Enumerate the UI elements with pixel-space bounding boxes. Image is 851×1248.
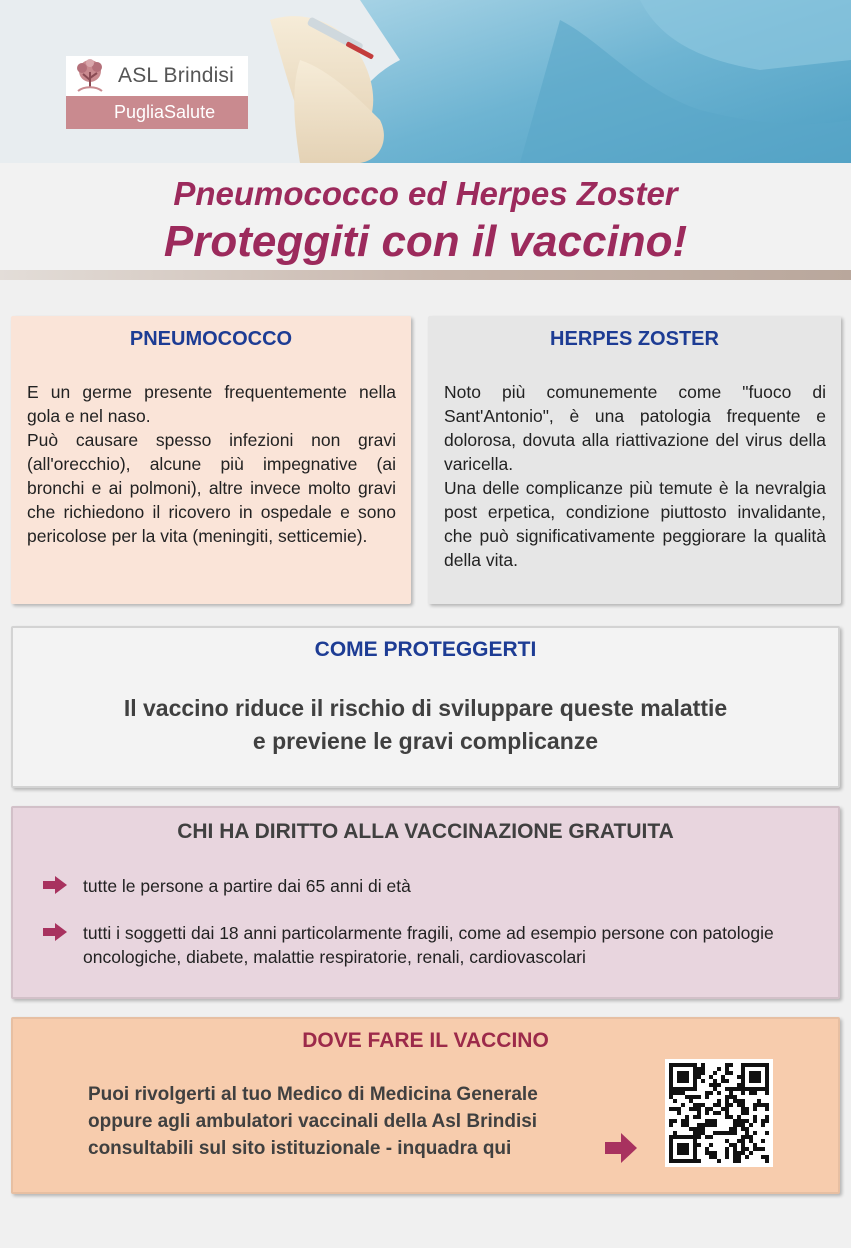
come-line-2: e previene le gravi complicanze xyxy=(252,728,599,754)
dove-title: DOVE FARE IL VACCINO xyxy=(302,1029,549,1052)
right-arrow-icon xyxy=(605,1133,637,1163)
chi-item-text: tutte le persone a partire dai 65 anni di età xyxy=(83,876,411,896)
herpes-title: HERPES ZOSTER xyxy=(550,328,719,350)
right-arrow-icon xyxy=(43,876,67,894)
page-title: Proteggiti con il vaccino! xyxy=(163,217,688,266)
list-item xyxy=(43,921,818,969)
logo-subname: PugliaSalute xyxy=(66,96,248,129)
come-text xyxy=(13,692,838,758)
right-arrow-icon xyxy=(43,923,67,941)
list-item xyxy=(43,874,818,898)
come-line-1: Il vaccino riduce il rischio di sviluppare queste malattie xyxy=(123,695,728,721)
dove-line-1: Puoi rivolgerti al tuo Medico di Medicina Generale xyxy=(88,1084,538,1105)
tree-logo-icon xyxy=(70,58,110,94)
divider xyxy=(0,270,851,280)
dove-line-3: consultabili sul sito istituzionale - inquadra qui xyxy=(88,1138,512,1159)
qr-code-icon[interactable] xyxy=(665,1059,773,1167)
come-title: COME PROTEGGERTI xyxy=(314,638,537,661)
pneumococco-text: E un germe presente frequentemente nella gola e nel naso. Può causare spesso infezioni non gravi (all'orecchio), alcune più impegnative (ai bronchi e ai polmoni), altre invece molto gravi che richiedono il ricovero in ospedale e sono pericolose per la vita (meningiti, setticemie). xyxy=(27,382,396,546)
asl-logo xyxy=(66,56,248,129)
chi-box xyxy=(11,806,840,999)
dove-line-2: oppure agli ambulatori vaccinali della Asl Brindisi xyxy=(88,1111,538,1132)
come-proteggerti-box xyxy=(11,626,840,788)
pneumococco-title: PNEUMOCOCCO xyxy=(129,328,293,350)
qr-code-graphic xyxy=(665,1059,773,1167)
herpes-text: Noto più comunemente come "fuoco di Sant'Antonio", è una patologia frequente e dolorosa, dovuta alla riattivazione del virus della varicella. Una delle complicanze più temute è la nevralgia post erpetica, condizione piuttosto invalidante, che può significativamente peggiorare la qualità della vita. xyxy=(444,382,826,570)
herpes-box xyxy=(428,316,841,604)
dove-text xyxy=(88,1081,628,1162)
title-band xyxy=(0,163,851,280)
chi-item-text: tutti i soggetti dai 18 anni particolarmente fragili, come ad esempio persone con patologie oncologiche, diabete, malattie respiratorie, renali, cardiovascolari xyxy=(83,923,774,967)
logo-name: ASL Brindisi xyxy=(118,64,235,87)
pneumococco-box xyxy=(11,316,411,604)
chi-title: CHI HA DIRITTO ALLA VACCINAZIONE GRATUITA xyxy=(177,820,674,843)
dove-box xyxy=(11,1017,840,1194)
page-subtitle: Pneumococco ed Herpes Zoster xyxy=(173,175,678,212)
